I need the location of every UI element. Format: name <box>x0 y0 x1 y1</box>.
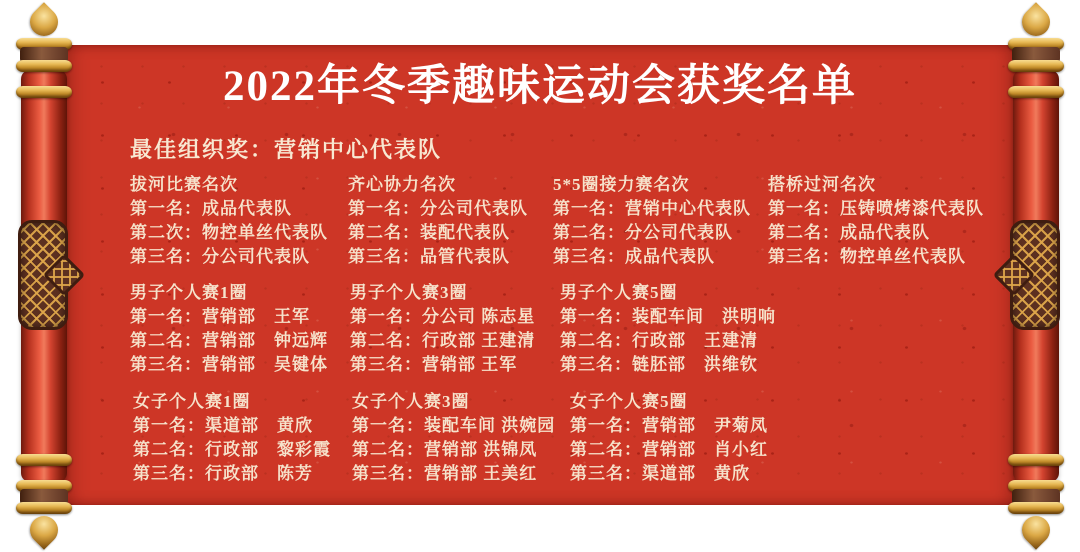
section-title: 拔河比赛名次 <box>130 175 238 194</box>
award-section-womens-3-laps <box>352 390 555 486</box>
rank-line: 第二名：行政部 王建清 <box>560 331 758 350</box>
rod-medallion-ornament <box>1010 220 1060 330</box>
section-title: 齐心协力名次 <box>348 175 456 194</box>
rod-finial-bottom-icon <box>1016 510 1056 550</box>
rod-ring <box>1008 60 1064 72</box>
rank-line: 第二名：行政部 王建清 <box>350 331 536 350</box>
award-section-mens-3-laps <box>350 281 535 377</box>
rank-line: 第一名：装配车间 洪明响 <box>560 307 776 326</box>
rank-line: 第二名：装配代表队 <box>348 223 510 242</box>
rod-ring <box>1008 86 1064 98</box>
rod-ring <box>16 454 72 466</box>
poster-title: 2022年冬季趣味运动会获奖名单 <box>223 63 857 110</box>
scroll-paper <box>62 45 1018 505</box>
rank-line: 第三名：行政部 陈芳 <box>133 464 313 483</box>
section-title: 男子个人赛3圈 <box>350 283 468 302</box>
rank-line: 第二名：营销部 洪锦凤 <box>352 440 538 459</box>
award-section-tug-of-war <box>130 173 328 269</box>
award-section-mens-1-lap <box>130 281 328 377</box>
rod-ring <box>1008 454 1064 466</box>
rank-line: 第二次：物控单丝代表队 <box>130 223 328 242</box>
rank-line: 第一名：渠道部 黄欣 <box>133 416 313 435</box>
rank-line: 第一名：营销部 王军 <box>130 307 310 326</box>
rank-line: 第三名：链胚部 洪维钦 <box>560 355 758 374</box>
rank-line: 第三名：营销部 王美红 <box>352 464 538 483</box>
award-section-womens-5-laps <box>570 390 768 486</box>
rank-line: 第三名：分公司代表队 <box>130 247 310 266</box>
section-title: 男子个人赛1圈 <box>130 283 248 302</box>
scroll-rod-right <box>1012 2 1060 550</box>
rod-finial-top-icon <box>1016 2 1056 42</box>
rank-line: 第三名：成品代表队 <box>553 247 715 266</box>
rank-line: 第二名：行政部 黎彩霞 <box>133 440 331 459</box>
award-section-teamwork <box>348 173 528 269</box>
section-title: 5*5圈接力赛名次 <box>553 175 690 194</box>
scroll-rod-left <box>20 2 68 550</box>
rod-finial-top-icon <box>24 2 64 42</box>
rank-line: 第三名：物控单丝代表队 <box>768 247 966 266</box>
rank-line: 第一名：分公司代表队 <box>348 199 528 218</box>
best-organization-award: 最佳组织奖：营销中心代表队 <box>130 137 443 162</box>
rod-ring <box>16 502 72 514</box>
section-title: 搭桥过河名次 <box>768 175 876 194</box>
rank-line: 第三名：渠道部 黄欣 <box>570 464 750 483</box>
rank-line: 第一名：成品代表队 <box>130 199 292 218</box>
rank-line: 第二名：营销部 钟远辉 <box>130 331 328 350</box>
award-section-bridge-crossing <box>768 173 984 269</box>
section-title: 女子个人赛1圈 <box>133 392 251 411</box>
rank-line: 第一名：压铸喷烤漆代表队 <box>768 199 984 218</box>
rank-line: 第一名：营销中心代表队 <box>553 199 751 218</box>
section-title: 男子个人赛5圈 <box>560 283 678 302</box>
award-section-womens-1-lap <box>133 390 331 486</box>
award-section-mens-5-laps <box>560 281 776 377</box>
rank-line: 第三名：营销部 吴键体 <box>130 355 328 374</box>
rank-line: 第二名：营销部 肖小红 <box>570 440 768 459</box>
rod-medallion-ornament <box>18 220 68 330</box>
section-title: 女子个人赛5圈 <box>570 392 688 411</box>
rank-line: 第二名：分公司代表队 <box>553 223 733 242</box>
award-section-relay-5x5 <box>553 173 751 269</box>
rod-finial-bottom-icon <box>24 510 64 550</box>
rod-ring <box>1008 502 1064 514</box>
rank-line: 第三名：品管代表队 <box>348 247 510 266</box>
rank-line: 第一名：营销部 尹菊凤 <box>570 416 768 435</box>
rod-ring <box>16 60 72 72</box>
rank-line: 第二名：成品代表队 <box>768 223 930 242</box>
rod-ring <box>16 86 72 98</box>
rank-line: 第一名：装配车间 洪婉园 <box>352 416 556 435</box>
section-title: 女子个人赛3圈 <box>352 392 470 411</box>
rank-line: 第一名：分公司 陈志星 <box>350 307 536 326</box>
rank-line: 第三名：营销部 王军 <box>350 355 518 374</box>
